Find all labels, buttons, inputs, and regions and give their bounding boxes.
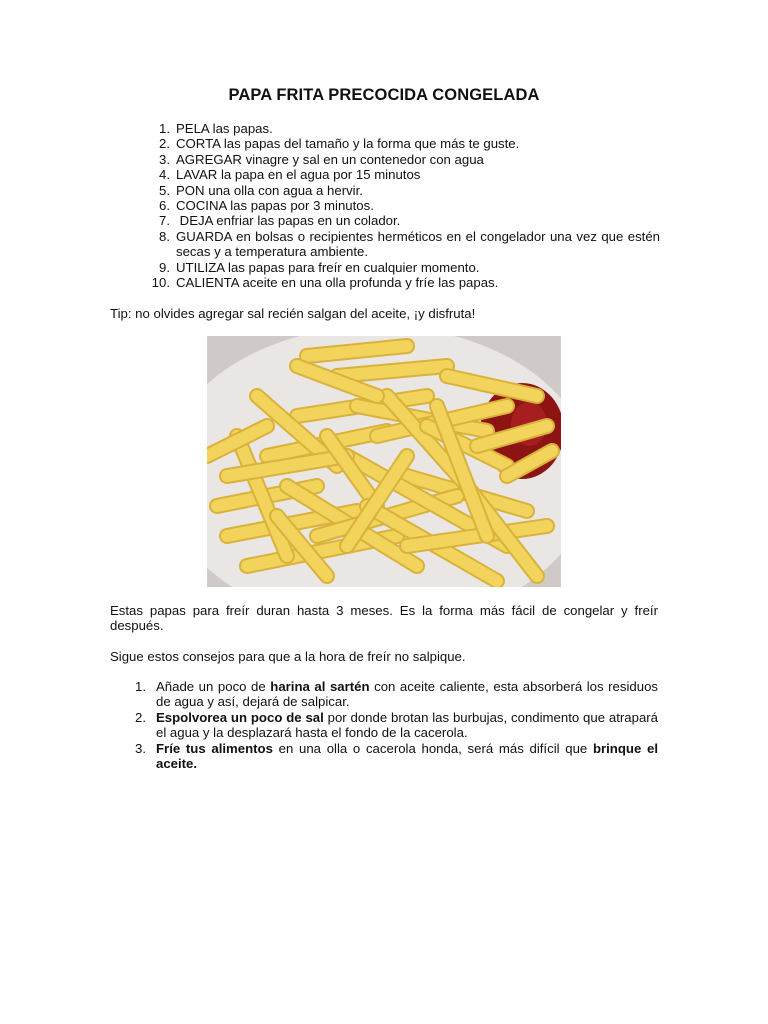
- step-item: [150, 167, 660, 182]
- tip-number: 1 .: [130, 679, 146, 694]
- advice-intro-paragraph: Sigue estos consejos para que a la hora de freír no salpique.: [110, 649, 466, 664]
- step-number: 8 .: [150, 229, 170, 244]
- tip-item: 3 . Fríe tus alimentos en una olla o cacerola honda, será más difícil que brinque el aceite.: [130, 741, 658, 772]
- step-item: [150, 121, 660, 136]
- tip-item: 1 . Añade un poco de harina al sartén con aceite caliente, esta absorberá los residuos de agua y así, dejará de salpicar.: [130, 679, 658, 710]
- french-fries-illustration: [207, 336, 561, 587]
- document-title: PAPA FRITA PRECOCIDA CONGELADA: [228, 86, 540, 104]
- step-item: [150, 229, 660, 260]
- step-number: 7 .: [150, 213, 170, 228]
- storage-paragraph: Estas papas para freír duran hasta 3 meses. Es la forma más fácil de congelar y freír después.: [110, 603, 658, 634]
- tip-emphasis: brinque el aceite.: [156, 740, 659, 772]
- step-item: [150, 152, 660, 167]
- step-item: [150, 183, 660, 198]
- tip-emphasis: Fríe tus alimentos: [156, 740, 273, 756]
- step-item: [150, 275, 660, 290]
- step-number: 6 .: [150, 198, 170, 213]
- tip-number: 2 .: [130, 710, 146, 725]
- step-item: [150, 260, 660, 275]
- step-text: UTILIZA las papas para freír en cualquier momento.: [176, 259, 480, 275]
- frying-tips-list: [130, 679, 658, 771]
- step-number: 10 .: [150, 275, 170, 290]
- step-number: 4 .: [150, 167, 170, 182]
- step-number: 3 .: [150, 152, 170, 167]
- step-number: 5 .: [150, 183, 170, 198]
- step-item: [150, 213, 660, 228]
- step-item: [150, 136, 660, 151]
- step-text: AGREGAR vinagre y sal en un contenedor con agua: [176, 151, 484, 167]
- french-fries-photo: [207, 336, 561, 587]
- step-number: 2 .: [150, 136, 170, 151]
- tip-emphasis: Espolvorea un poco de sal: [156, 709, 324, 725]
- step-number: 1 .: [150, 121, 170, 136]
- step-item: [150, 198, 660, 213]
- step-text: PELA las papas.: [176, 121, 273, 136]
- step-text: CORTA las papas del tamaño y la forma que más te guste.: [176, 136, 520, 152]
- tip-number: 3 .: [130, 741, 146, 756]
- step-text: LAVAR la papa en el agua por 15 minutos: [176, 167, 421, 183]
- tip-text: Tip: no olvides agregar sal recién salgan del aceite, ¡y disfruta!: [110, 306, 476, 321]
- step-text: COCINA las papas por 3 minutos.: [176, 198, 374, 214]
- preparation-steps-list: [150, 121, 660, 290]
- step-text: PON una olla con agua a hervir.: [176, 182, 363, 198]
- tip-item: 2 . Espolvorea un poco de sal por donde brotan las burbujas, condimento que atrapará el agua y la desplazará hasta el fondo de la cacerola.: [130, 710, 658, 741]
- step-text: GUARDA en bolsas o recipientes herméticos en el congelador una vez que estén secas y a temperatura ambiente.: [176, 228, 660, 260]
- step-text: CALIENTA aceite en una olla profunda y fríe las papas.: [176, 275, 499, 291]
- step-number: 9 .: [150, 260, 170, 275]
- step-text: DEJA enfriar las papas en un colador.: [176, 213, 401, 229]
- tip-emphasis: harina al sartén: [270, 679, 370, 694]
